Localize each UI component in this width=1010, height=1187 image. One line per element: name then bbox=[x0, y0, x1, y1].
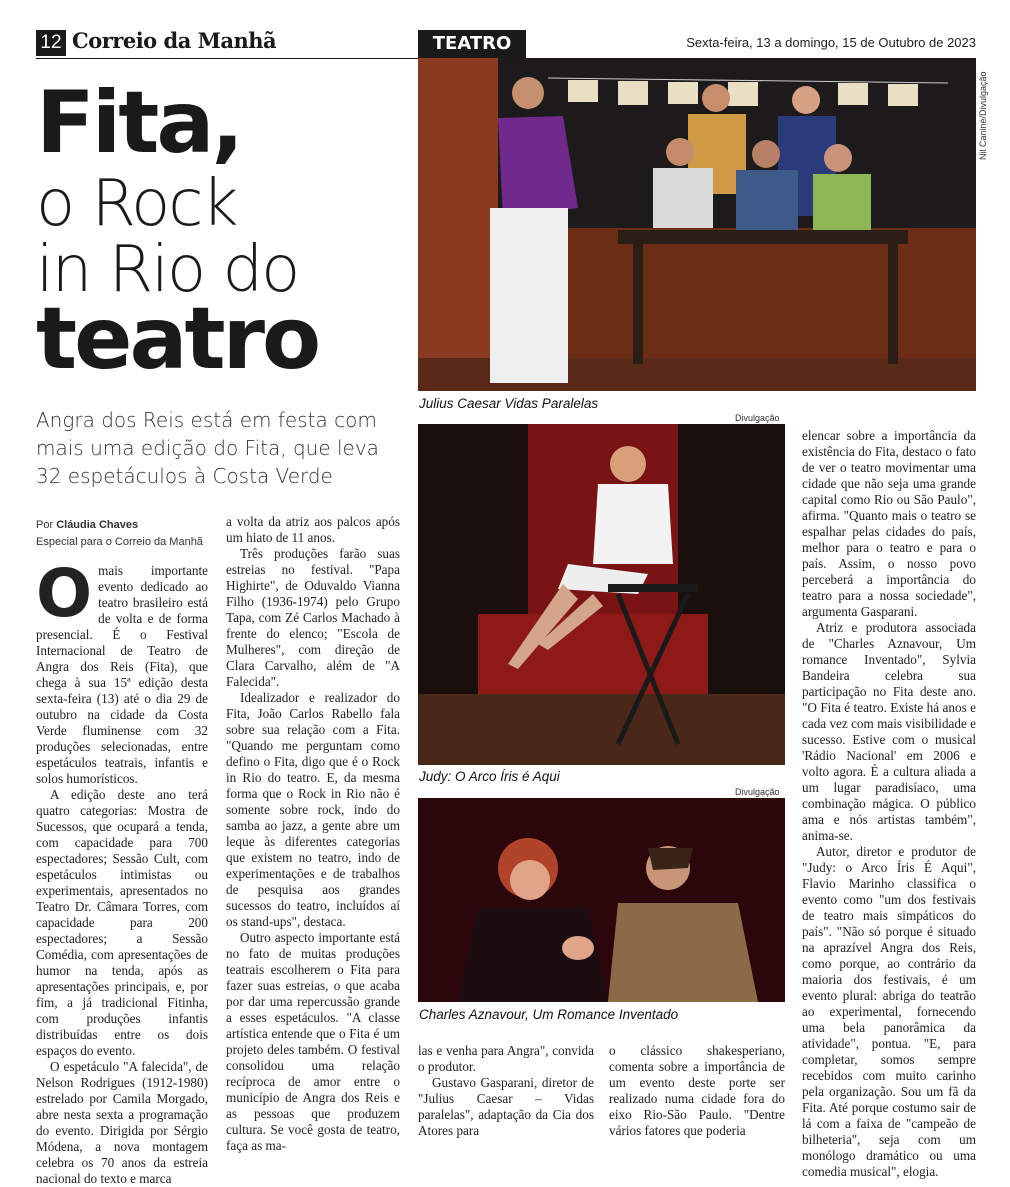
page-number: 12 bbox=[36, 30, 66, 56]
headline-line-2: o Rock bbox=[36, 167, 237, 241]
photo-credit-1: Nil Caniné/Divulgação bbox=[978, 71, 988, 160]
subheadline: Angra dos Reis está em festa com mais uma edição do Fita, que leva 32 espetáculos à Costa Verde bbox=[36, 408, 379, 488]
drop-cap: O bbox=[36, 555, 93, 632]
paragraph: Gustavo Gasparani, diretor de "Julius Caesar – Vidas paralelas", adaptação da Cia dos Atores para bbox=[418, 1075, 594, 1138]
section-label: TEATRO bbox=[418, 30, 526, 58]
photo-julius-caesar bbox=[418, 58, 976, 391]
newspaper-name: Correio da Manhã bbox=[72, 28, 277, 53]
headline-line-4: teatro bbox=[36, 289, 319, 389]
paragraph: a volta da atriz aos palcos após um hiato de 11 anos. bbox=[226, 514, 400, 545]
headline-line-3: in Rio do bbox=[36, 233, 299, 307]
article-column-5 bbox=[802, 428, 976, 1180]
byline bbox=[36, 517, 203, 551]
photo-charles-aznavour bbox=[418, 798, 785, 1002]
photo-caption-2: Judy: O Arco Íris é Aqui bbox=[419, 769, 560, 784]
photo-judy bbox=[418, 424, 785, 765]
byline-author: Cláudia Chaves bbox=[56, 519, 139, 531]
article-column-4 bbox=[609, 1043, 785, 1139]
article-column-3 bbox=[418, 1043, 594, 1139]
paragraph: Autor, diretor e produtor de "Judy: o Arco Íris É Aqui", Flavio Marinho classifica o evento como "um dos festivais de teatro mais simpáticos do país". "Não só porque é situado na aprazível Angra dos Reis, como porque, ao contrário da maioria dos festivais, é um evento plural: abriga do teatrão ao experimental, fornecendo uma bela panorâmica da atividade", pontua. "E, para completar, somos sempre recebidos com muito carinho pela organização. Sou um fã da Fita. Até porque costumo sair de lá com a faixa de "campeão de bilheteria", seja com um monólogo dramático ou uma comedia musical", elogia. bbox=[802, 844, 976, 1179]
photo-caption-1: Julius Caesar Vidas Paralelas bbox=[419, 396, 599, 411]
headline-line-1: Fita, bbox=[36, 73, 242, 173]
paragraph: las e venha para Angra", convida o produtor. bbox=[418, 1043, 594, 1074]
paragraph: Idealizador e realizador do Fita, João Carlos Rabello fala sobre sua relação com a Fita. "Quando me perguntam como defino o Fita, digo que é o Rock in Rio do teatro. E, da mesma forma que o Rock in Rio não é somente sobre rock, indo do samba ao jazz, a gente abre um leque às diferentes categorias que existem no teatro, indo de experimentações e de trabalhos de pesquisa aos grandes sucessos do teatro, incluídos aí os stand-ups", destaca. bbox=[226, 690, 400, 929]
paragraph: elencar sobre a importância da existência do Fita, destaco o fato de ver o teatro movimentar uma cidade que não seja uma grande capital como Rio ou São Paulo", afirma. "Quanto mais o teatro se espalhar pelas cidades do país, melhor para o teatro e para o país. Assim, o nosso povo perceberá a importância do teatro para a nossa sociedade", argumenta Gasparani. bbox=[802, 428, 976, 619]
byline-role: Especial para o Correio da Manhã bbox=[36, 536, 203, 548]
article-column-1 bbox=[36, 555, 208, 1187]
article-column-2 bbox=[226, 514, 400, 1154]
paragraph: Outro aspecto importante está no fato de muitas produções teatrais escolherem o Fita para fazer suas estreias, o que acaba por dar uma repercussão grande a esses espetáculos. "A classe artística entende que o Fita é um projeto deles também. O festival consolidou uma relação recíproca de amor entre o município de Angra dos Reis e as pessoas que produzem cultura. Se você gosta de teatro, faça as ma- bbox=[226, 930, 400, 1153]
paragraph: mais importante evento dedicado ao teatro brasileiro está de volta e de forma presencial. É o Festival Internacional de Teatro de Angra dos Reis (Fita), que chega à sua 15ª edição desta sexta-feira (13) até o dia 29 de outubro na cidade da Costa Verde fluminense com 32 produções selecionadas, entre espetáculos teatrais, infantis e solos humorísticos. bbox=[36, 563, 208, 786]
photo-credit-3: Divulgação bbox=[735, 787, 780, 797]
photo-caption-3: Charles Aznavour, Um Romance Inventado bbox=[419, 1007, 679, 1022]
paragraph: A edição deste ano terá quatro categorias: Mostra de Sucessos, que ocupará a tenda, com capacidade para 700 espectadores; Sessão Cult, com espetáculos intimistas ou experimentais, apresentados no Teatro Dr. Câmara Torres, com capacidade para 200 espectadores; a Sessão Comédia, com apresentações de humor na tenda, após as apresentações principais, e, por fim, a já tradicional Fitinha, com produções infantis distribuídas entre os dois espaços do evento. bbox=[36, 787, 208, 1058]
paragraph: Três produções farão suas estreias no festival. "Papa Highirte", de Oduvaldo Vianna Filho (1936-1974) pelo Grupo Tapa, com Zé Carlos Machado à frente do elenco; "Escola de Mulheres", com direção de Clara Carvalho, além de "A Falecida". bbox=[226, 546, 400, 689]
paragraph: o clássico shakesperiano, comenta sobre a importância de um evento deste porte ser realizado numa cidade fora do eixo Rio-São Paulo. "Dentre vários fatores que poderia bbox=[609, 1043, 785, 1138]
edition-date: Sexta-feira, 13 a domingo, 15 de Outubro de 2023 bbox=[686, 35, 976, 50]
paragraph: O espetáculo "A falecida", de Nelson Rodrigues (1912-1980) estrelado por Camila Morgado, abre nesta sexta a programação do evento. Dirigida por Sérgio Módena, a nova montagem celebra os 70 anos da estreia nacional do texto e marca bbox=[36, 1059, 208, 1186]
photo-credit-2: Divulgação bbox=[735, 413, 780, 423]
paragraph: Atriz e produtora associada de "Charles Aznavour, Um romance Inventado", Sylvia Bandeira celebra sua participação no Fita deste ano. "O Fita é teatro. Existe há anos e cada vez com mais visibilidade e sucesso. Estive com o musical 'Rádio Nacional' em 2006 e volto agora. É a cultura aliada a um lugar paradisíaco, uma combinação mágica. O público ama e nós artistas também", anima-se. bbox=[802, 620, 976, 843]
byline-prefix: Por bbox=[36, 519, 54, 531]
